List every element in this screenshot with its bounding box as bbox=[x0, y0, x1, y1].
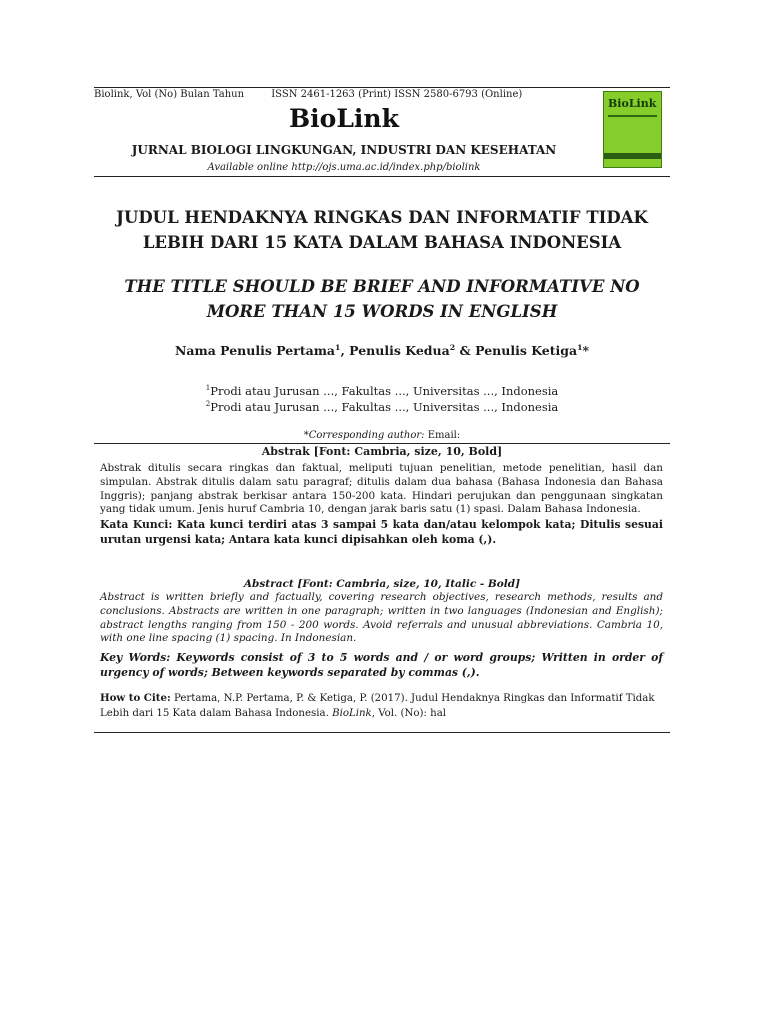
key-words: Key Words: Keywords consist of 3 to 5 words and / or word groups; Written in order of urgency of words; Between keywords separated by commas (,). bbox=[100, 651, 663, 679]
author-1-affil: 1 bbox=[335, 342, 341, 352]
volume-info: Biolink, Vol (No) Bulan Tahun bbox=[94, 89, 245, 100]
author-3-affil: 1 bbox=[577, 342, 583, 352]
author-1: Nama Penulis Pertama bbox=[174, 343, 336, 358]
journal-name: BioLink bbox=[289, 104, 399, 133]
bottom-rule bbox=[94, 732, 670, 733]
affiliation-2-text: Prodi atau Jurusan ..., Fakultas ..., Universitas ..., Indonesia bbox=[210, 400, 559, 414]
corresponding-email: Email: bbox=[427, 430, 461, 441]
affiliation-2 bbox=[94, 399, 670, 415]
corresponding-author bbox=[94, 430, 670, 441]
affiliation-2-number: 2 bbox=[205, 399, 211, 409]
available-online: Available online http://ojs.uma.ac.id/index.php/biolink bbox=[207, 162, 481, 173]
header-bottom-rule bbox=[94, 176, 670, 177]
author-2: Penulis Kedua bbox=[349, 343, 450, 358]
affiliation-1-number: 1 bbox=[205, 383, 211, 393]
author-2-affil: 2 bbox=[449, 342, 456, 352]
cover-title: BioLink bbox=[608, 97, 657, 110]
title-indonesian: JUDUL HENDAKNYA RINGKAS DAN INFORMATIF TIDAK LEBIH DARI 15 KATA DALAM BAHASA INDONESIA bbox=[116, 208, 648, 252]
cover-decoration-bar bbox=[604, 153, 661, 159]
abstrak-heading: Abstrak [Font: Cambria, size, 10, Bold] bbox=[261, 445, 503, 458]
author-separator: & bbox=[455, 343, 476, 358]
title-english: THE TITLE SHOULD BE BRIEF AND INFORMATIVE NO MORE THAN 15 WORDS IN ENGLISH bbox=[124, 277, 640, 321]
affiliations bbox=[94, 383, 670, 415]
affiliation-1-text: Prodi atau Jurusan ..., Fakultas ..., Universitas ..., Indonesia bbox=[210, 384, 559, 398]
affiliation-1 bbox=[94, 383, 670, 399]
cite-text: Pertama, N.P. Pertama, P. & Ketiga, P. (2017). Judul Hendaknya Ringkas dan Informatif Tidak Lebih dari 15 Kata dalam Bahasa Indonesia. bbox=[100, 693, 655, 719]
journal-subtitle: JURNAL BIOLOGI LINGKUNGAN, INDUSTRI DAN KESEHATAN bbox=[131, 143, 557, 157]
abstrak-body: Abstrak ditulis secara ringkas dan faktual, meliputi tujuan penelitian, metode penelitian, hasil dan simpulan. Abstrak ditulis dalam satu paragraf; ditulis dalam dua bahasa (Bahasa Indonesia dan Bahasa Inggris); panjang abstrak berkisar antara 150-200 kata. Hindari perujukan dan penggunaan singkatan yang tidak umum. Jenis huruf Cambria 10, dengan jarak baris satu (1) spasi. Dalam Bahasa Indonesia. bbox=[100, 462, 663, 516]
journal-meta-line bbox=[94, 89, 594, 100]
abstract-body: Abstract is written briefly and factually, covering research objectives, research methods, results and conclusions. Abstracts are written in one paragraph; written in two languages (Indonesian and English); abstract lengths ranging from 150 - 200 words. Avoid referrals and unusual abbreviations. Cambria 10, with one line spacing (1) spacing. In Indonesian. bbox=[100, 591, 663, 645]
journal-cover-image bbox=[603, 91, 662, 168]
kata-kunci: Kata Kunci: Kata kunci terdiri atas 3 sampai 5 kata dan/atau kelompok kata; Ditulis sesuai urutan urgensi kata; Antara kata kunci dipisahkan oleh koma (,). bbox=[100, 518, 663, 546]
cover-decoration-line bbox=[608, 115, 657, 117]
abstract-heading: Abstract [Font: Cambria, size, 10, Italic - Bold] bbox=[243, 578, 521, 590]
cite-tail: , Vol. (No): hal bbox=[371, 707, 447, 719]
issn-info: ISSN 2461-1263 (Print) ISSN 2580-6793 (Online) bbox=[271, 89, 523, 100]
author-3: Penulis Ketiga bbox=[475, 343, 578, 358]
author-separator: , bbox=[340, 343, 350, 358]
top-rule bbox=[94, 87, 670, 88]
abstrak-top-rule bbox=[94, 443, 670, 444]
corresponding-mark: * bbox=[582, 343, 590, 358]
corresponding-label: *Corresponding author: bbox=[303, 430, 425, 441]
cite-label: How to Cite: bbox=[100, 692, 171, 704]
cite-journal: BioLink bbox=[332, 707, 372, 719]
how-to-cite bbox=[100, 691, 663, 721]
author-line bbox=[94, 343, 670, 358]
